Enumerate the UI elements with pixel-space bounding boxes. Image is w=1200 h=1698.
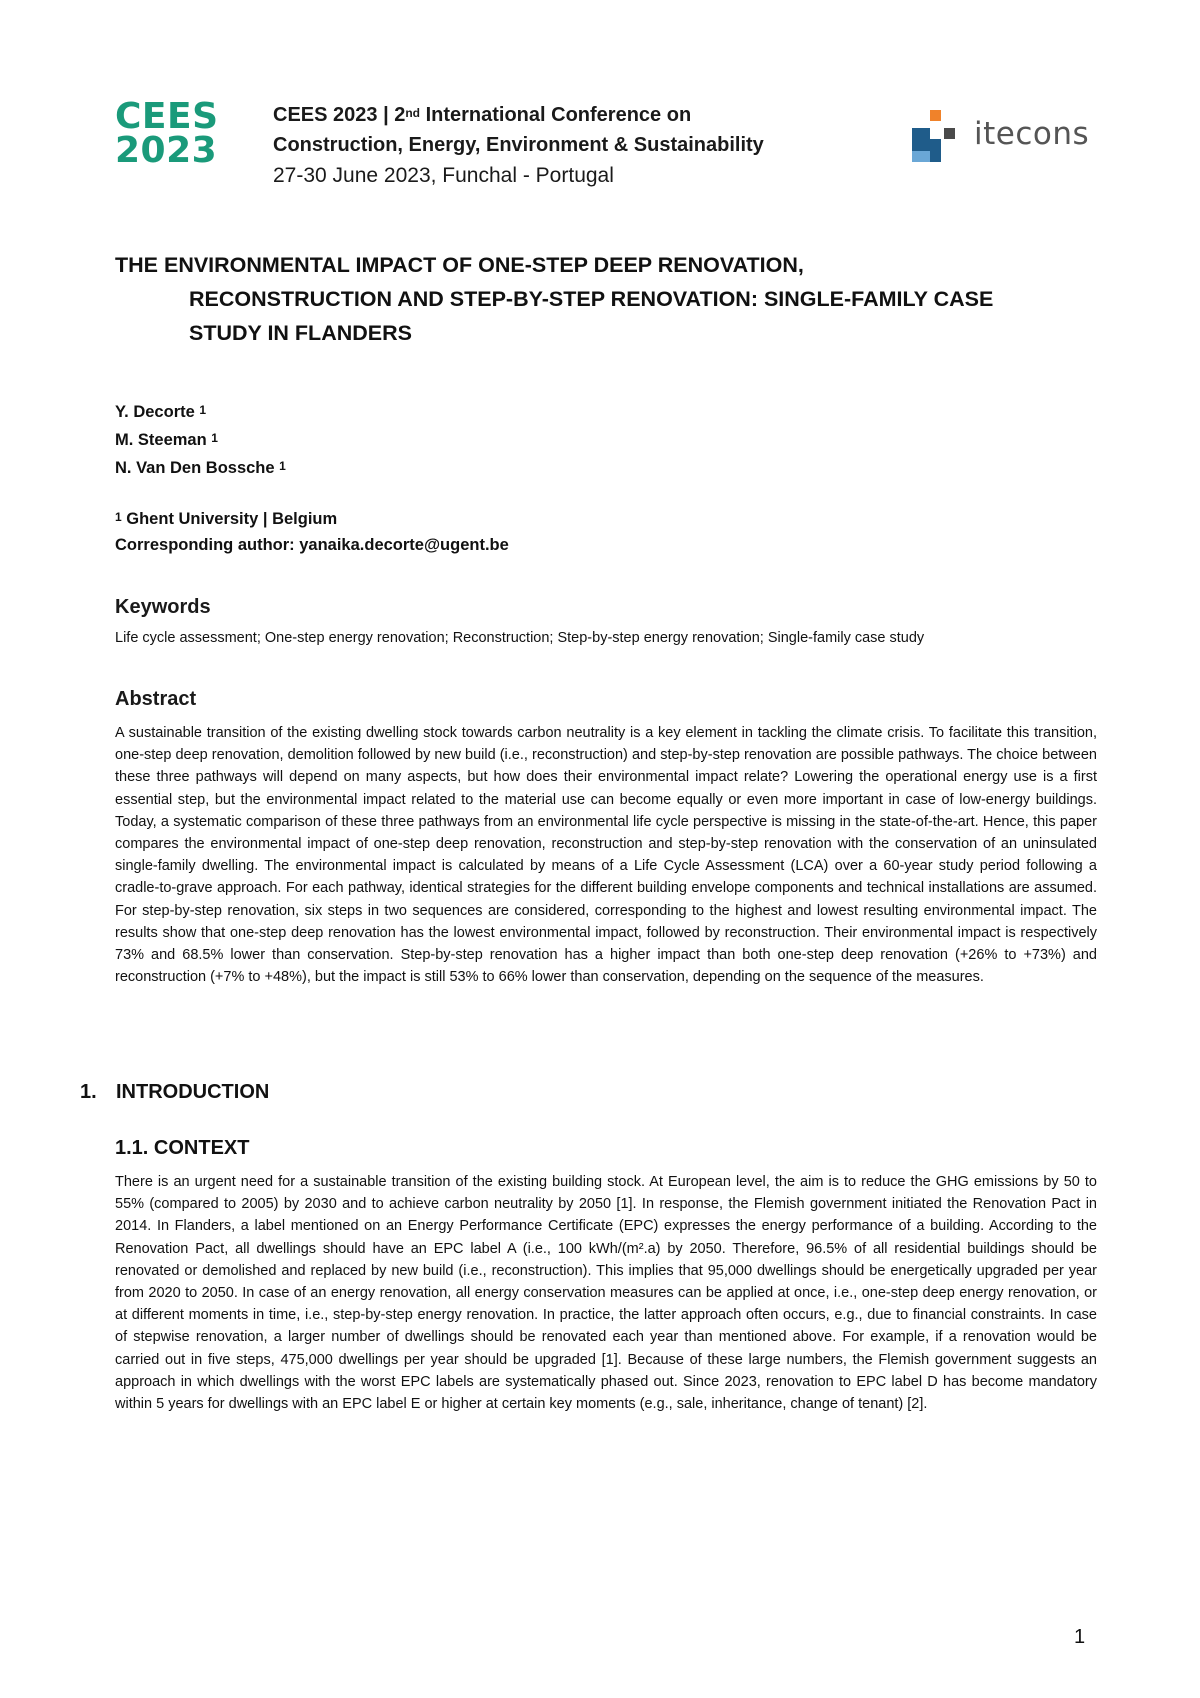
section-heading-introduction: 1. INTRODUCTION bbox=[80, 1081, 270, 1103]
conference-line1: CEES 2023 | 2nd International Conference on bbox=[273, 104, 692, 126]
author: Y. Decorte $^1$ bbox=[115, 403, 207, 421]
corresponding-author: Corresponding author: yanaika.decorte@ugent.be bbox=[115, 536, 509, 554]
author: N. Van Den Bossche $^1$ bbox=[115, 459, 286, 477]
conference-line2: Construction, Energy, Environment & Sustainability bbox=[273, 134, 764, 156]
paper-title: THE ENVIRONMENTAL IMPACT OF ONE-STEP DEEP RENOVATION, RECONSTRUCTION AND STEP-BY-STEP RENOVATION: SINGLE-FAMILY CASE STUDY IN FLANDERS bbox=[115, 253, 994, 345]
cees-logo-line2: 2023 bbox=[115, 130, 218, 171]
author: M. Steeman $^1$ bbox=[115, 431, 218, 449]
page-number: 1 bbox=[1074, 1626, 1086, 1648]
affiliation bbox=[115, 506, 509, 558]
conference-dates: 27-30 June 2023, Funchal - Portugal bbox=[273, 164, 614, 187]
itecons-logo-text: itecons bbox=[974, 116, 1090, 152]
affiliation-line: $^1$ Ghent University | Belgium bbox=[115, 510, 338, 528]
conference-info bbox=[273, 100, 833, 192]
cees-logo-line1: CEES bbox=[115, 96, 219, 137]
abstract-heading: Abstract bbox=[115, 688, 197, 710]
author-list bbox=[115, 398, 286, 482]
context-text: There is an urgent need for a sustainable transition of the existing building stock. At European level, the aim is to reduce the GHG emissions by 50 to 55% (compared to 2005) by 2030 and to achieve carbon neutrality by 2050 [1]. In response, the Flemish government initiated the Renovation Pact in 2014. In Flanders, a label mentioned on an Energy Performance Certificate (EPC) expresses the energy performance of a building. According to the Renovation Pact, all dwellings should have an EPC label A (i.e., 100 kWh/(m².a) by 2050. Therefore, 96.5% of all residential buildings should be renovated or demolished and replaced by new build (i.e., reconstruction). This implies that 95,000 dwellings should be energetically upgraded per year from 2020 to 2050. In case of an energy renovation, all energy conservation measures can be applied at once, i.e., one-step deep energy renovation, or at different moments in time, i.e., step-by-step energy renovation. In practice, the latter approach often occurs, e.g., due to financial constraints. In case of stepwise renovation, a larger number of dwellings should be renovated each year than mentioned above. For example, if a renovation would be carried out in five steps, 475,000 dwellings per year should be upgraded [1]. Because of these large numbers, the Flemish government suggests an approach in which dwellings with the worst EPC labels are systematically phased out. Since 2023, renovation to EPC label D has become mandatory within 5 years for dwellings with an EPC label E or higher at certain key moments (e.g., sale, inheritance, change of tenant) [2]. bbox=[115, 1174, 1097, 1413]
abstract-text: A sustainable transition of the existing dwelling stock towards carbon neutrality is a key element in tackling the climate crisis. To facilitate this transition, one-step deep renovation, demolition followed by new build (i.e., reconstruction) and step-by-step renovation are possible pathways. The choice between these three pathways will depend on many aspects, but how does their environmental impact relate? Lowering the operational energy use is a first essential step, but the environmental impact related to the material use can become equally or even more important in case of low-energy buildings. Today, a systematic comparison of these three pathways from an environmental life cycle perspective is missing in the state-of-the-art. Hence, this paper compares the environmental impact of one-step deep renovation, reconstruction and step-by-step renovation with the conservation of an uninsulated single-family dwelling. The environmental impact is calculated by means of a Life Cycle Assessment (LCA) over a 60-year study period following a cradle-to-grave approach. For each pathway, identical strategies for the different building envelope components and technical installations are assumed. For step-by-step renovation, six steps in two sequences are considered, corresponding to the highest and lowest resulting environmental impact. The results show that one-step deep renovation has the lowest environmental impact, followed by reconstruction. Their environmental impact is respectively 73% and 68.5% lower than conservation. Step-by-step renovation has a higher impact than both one-step deep renovation (+26% to +73%) and reconstruction (+7% to +48%), but the impact is still 53% to 66% lower than conservation, depending on the sequence of the measures. bbox=[115, 725, 1097, 986]
itecons-logo bbox=[912, 110, 1102, 166]
itecons-mark-icon bbox=[912, 110, 964, 162]
keywords-heading: Keywords bbox=[115, 596, 211, 618]
subsection-heading-context: 1.1. CONTEXT bbox=[115, 1137, 250, 1159]
cees-logo bbox=[115, 96, 219, 171]
keywords-text: Life cycle assessment; One-step energy renovation; Reconstruction; Step-by-step energy renovation; Single-family case study bbox=[115, 630, 925, 646]
